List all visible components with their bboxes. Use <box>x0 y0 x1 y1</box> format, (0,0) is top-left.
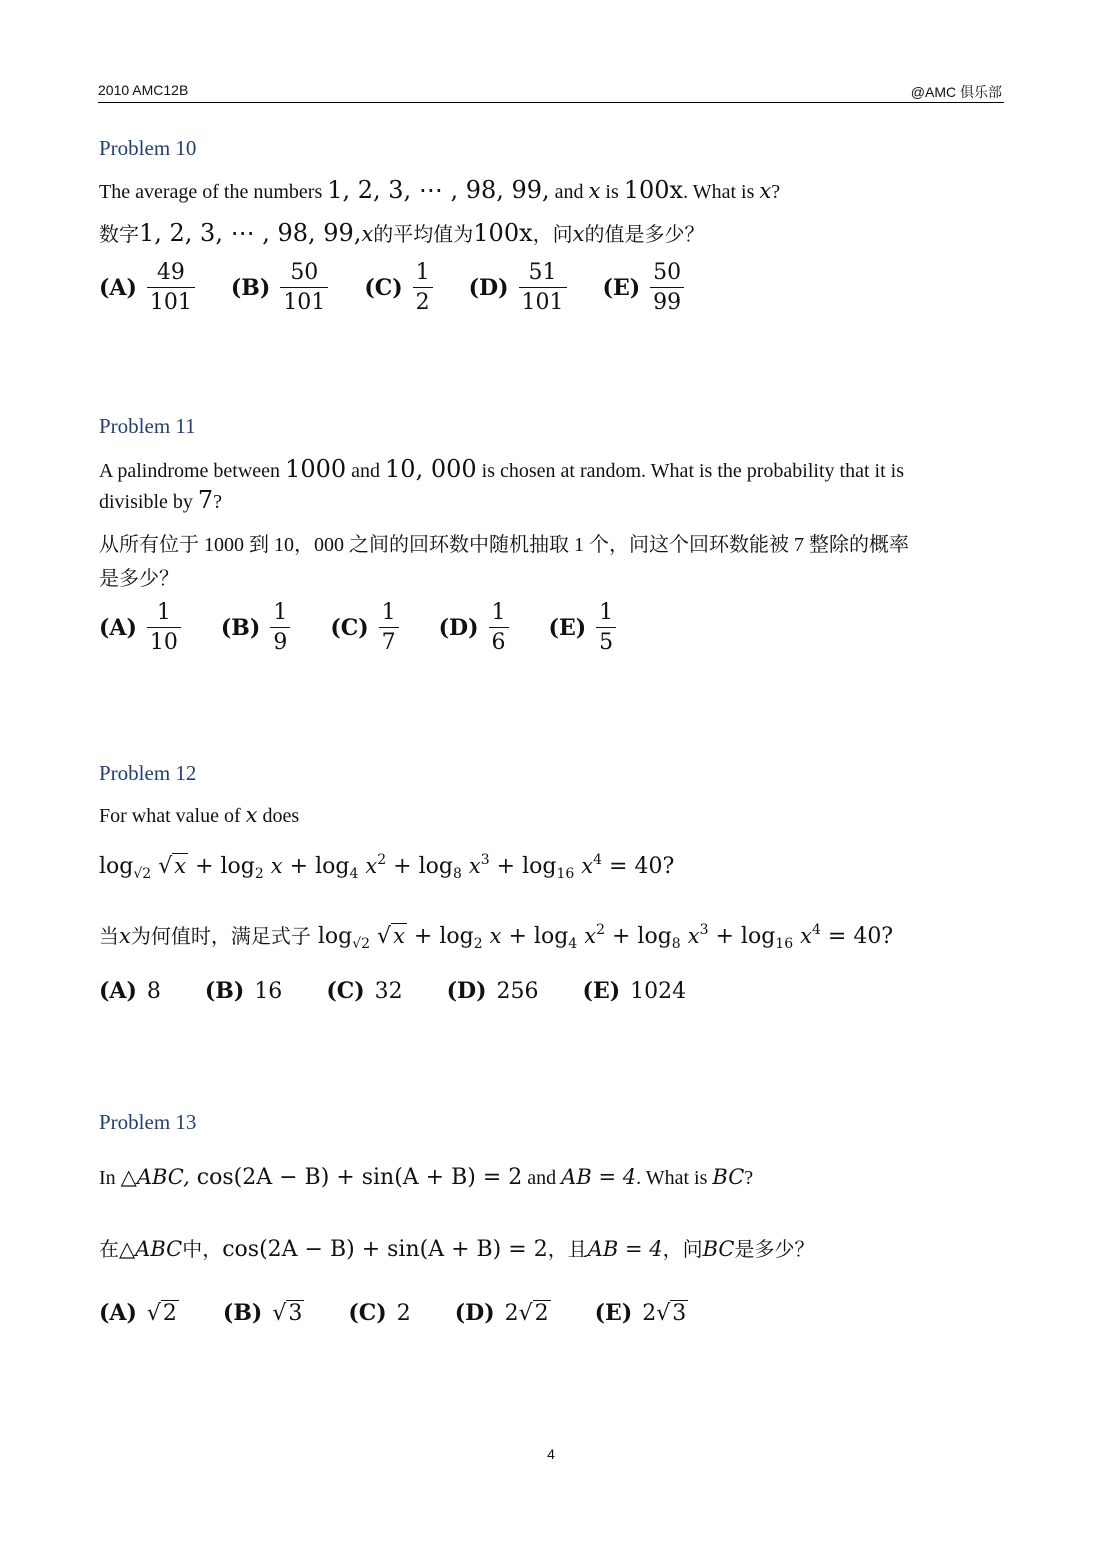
choice-b: (B) √ 3 <box>222 1300 303 1326</box>
problem-10-choices <box>99 260 684 316</box>
problem-12-title: Problem 12 <box>99 761 197 785</box>
problem-13-statement-en: In △ABC, cos(2A − B) + sin(A + B) = 2 and AB = 4. What is BC? <box>99 1165 754 1190</box>
header-right-text: @AMC 俱乐部 <box>910 84 1002 100</box>
choice-b: (B) $\frac{50}{101}$ <box>231 260 328 316</box>
choice-a: (A) 8 <box>99 978 161 1004</box>
choice-c: (C) $\frac{1}{2}$ <box>364 260 432 316</box>
problem-10-title: Problem 10 <box>99 136 197 160</box>
choice-e: (E) 1024 <box>582 978 687 1004</box>
problem-11-statement-zh-line1: 从所有位于 1000 到 10，000 之间的回环数中随机抽取 1 个，问这个回环数能被 7 整除的概率 <box>99 534 909 556</box>
choice-a: (A) $\frac{49}{101}$ <box>99 260 195 316</box>
problem-13-statement-zh: 在△ABC中，cos(2A − B) + sin(A + B) = 2，且AB = 4，问BC是多少？ <box>99 1237 815 1262</box>
problem-12-choices <box>99 978 686 1004</box>
choice-a: (A) √ 2 <box>99 1300 177 1326</box>
problem-11-statement-en-line2: divisible by 7? <box>99 486 223 514</box>
choice-e: (E) $\frac{50}{99}$ <box>603 260 685 316</box>
problem-10-statement-zh: 数字1, 2, 3, ⋯ , 98, 99,x的平均值为100x，问x的值是多少？ <box>99 219 705 247</box>
choice-d: (D) $\frac{1}{6}$ <box>439 600 509 656</box>
problem-12-equation: $\log_{√2} √x + \log_2 x + \log_4 x^2 + \log_8 x^3 + \log_{16} x^4 = 40$? <box>99 852 675 882</box>
choice-e: (E) $\frac{1}{5}$ <box>549 600 617 656</box>
header-left-text: 2010 AMC12B <box>98 82 189 98</box>
choice-c: (C) $\frac{1}{7}$ <box>330 600 398 656</box>
problem-11-choices <box>99 600 616 656</box>
choice-e: (E) 2 √ 3 <box>594 1300 687 1326</box>
choice-c: (C) 2 <box>348 1300 411 1326</box>
page-header <box>98 80 1004 103</box>
page-number: 4 <box>547 1446 555 1462</box>
choice-d: (D) $\frac{51}{101}$ <box>469 260 567 316</box>
choice-b: (B) $\frac{1}{9}$ <box>221 600 290 656</box>
choice-d: (D) 2 √ 2 <box>454 1300 549 1326</box>
problem-11-title: Problem 11 <box>99 414 196 438</box>
problem-12-statement-zh: 当x为何值时，满足式子 $\log_{√2} √x + \log_2 x + \log_4 x^2 + \log_8 x^3 + \log_{16} x^4 = 40$? <box>99 922 894 952</box>
choice-d: (D) 256 <box>446 978 539 1004</box>
problem-11-statement-zh-line2: 是多少？ <box>99 568 179 590</box>
choice-a: (A) $\frac{1}{10}$ <box>99 600 181 656</box>
choice-c: (C) 32 <box>326 978 403 1004</box>
problem-13-choices <box>99 1300 688 1326</box>
problem-13-title: Problem 13 <box>99 1110 197 1134</box>
problem-10-statement-en: The average of the numbers 1, 2, 3, ⋯ , 98, 99, and x is 100x. What is x? <box>99 176 781 204</box>
problem-11-statement-en-line1: A palindrome between 1000 and 10, 000 is chosen at random. What is the probability that it is <box>99 455 904 483</box>
choice-b: (B) 16 <box>204 978 283 1004</box>
problem-12-statement-en: For what value of x does <box>99 803 300 827</box>
